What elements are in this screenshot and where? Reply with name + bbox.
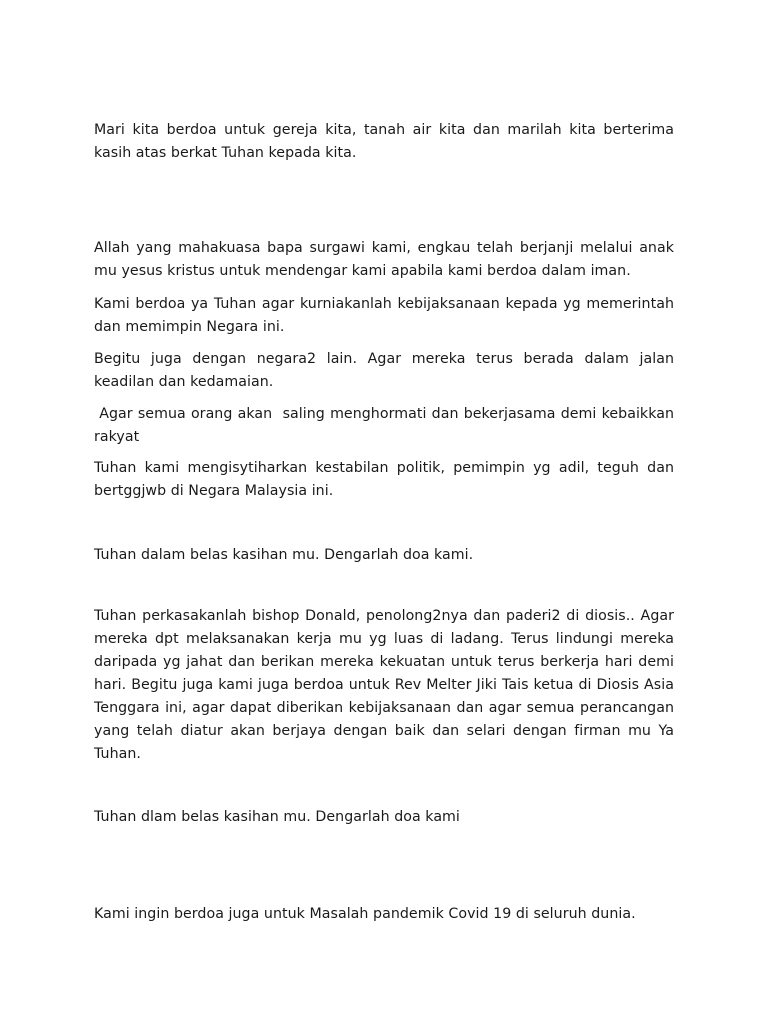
paragraph-invocation: Allah yang mahakuasa bapa surgawi kami, engkau telah berjanji melalui anak mu yesus kristus untuk mendengar kami apabila kami berdoa dalam iman. [94,240,674,279]
paragraph-stability: Tuhan kami mengisytiharkan kestabilan politik, pemimpin yg adil, teguh dan bertggjwb di Negara Malaysia ini. [94,460,674,499]
paragraph-intro: Mari kita berdoa untuk gereja kita, tanah air kita dan marilah kita berterima kasih atas berkat Tuhan kepada kita. [94,122,674,161]
paragraph-church-leaders: Tuhan perkasakanlah bishop Donald, penolong2nya dan paderi2 di diosis.. Agar mereka dpt melaksanakan kerja mu yg luas di ladang. Terus lindungi mereka daripada yg jahat dan berikan mereka kekuatan untuk terus berkerja hari demi hari. Begitu juga kami juga berdoa untuk Rev Melter Jiki Tais ketua di Diosis Asia Tenggara ini, agar dapat diberikan kebijaksanaan dan agar semua perancangan yang telah diatur akan berjaya dengan baik dan selari dengan firman mu Ya Tuhan. [94,608,674,762]
paragraph-respect: Agar semua orang akan saling menghormati dan bekerjasama demi kebaikkan rakyat [94,406,679,445]
paragraph-other-nations: Begitu juga dengan negara2 lain. Agar mereka terus berada dalam jalan keadilan dan kedamaian. [94,351,674,390]
paragraph-pandemic: Kami ingin berdoa juga untuk Masalah pandemik Covid 19 di seluruh dunia. [94,906,636,922]
paragraph-response-2: Tuhan dlam belas kasihan mu. Dengarlah doa kami [94,809,460,825]
paragraph-government: Kami berdoa ya Tuhan agar kurniakanlah kebijaksanaan kepada yg memerintah dan memimpin Negara ini. [94,296,674,335]
paragraph-response-1: Tuhan dalam belas kasihan mu. Dengarlah doa kami. [94,547,474,563]
